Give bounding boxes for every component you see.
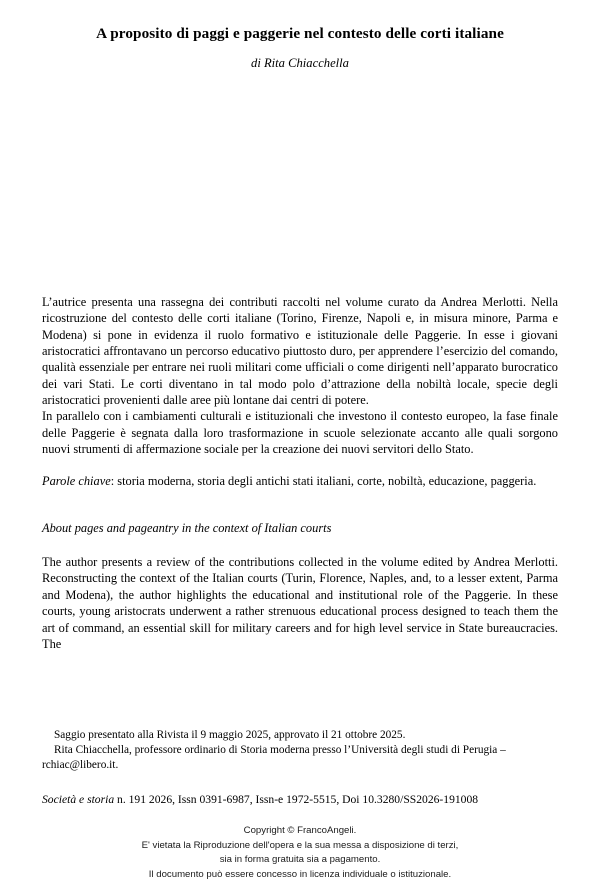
journal-name: Società e storia [42, 793, 115, 806]
license-notice-line: Il documento può essere concesso in licenza individuale o istituzionale. [148, 868, 452, 880]
footnote-block [42, 728, 558, 774]
journal-citation-line [42, 792, 562, 807]
keywords-label: Parole chiave [42, 474, 111, 489]
keywords-values: storia moderna, storia degli antichi stati italiani, corte, nobiltà, educazione, paggeria. [117, 474, 537, 489]
abstract-section [42, 294, 558, 652]
copyright-line: Copyright © FrancoAngeli. [243, 825, 357, 836]
italian-abstract-paragraph-2: In parallelo con i cambiamenti culturali e istituzionali che investono il contesto europeo, la fase finale delle Paggerie è segnata dalla loro trasformazione in scuole selezionate accanto alle quali sorgono nuovi strumenti di affermazione sociale per la creazione dei nuovi servitori dello Stato. [42, 409, 558, 457]
journal-issue-identifiers: n. 191 2026, Issn 0391-6987, Issn-e 1972-5515, Doi 10.3280/SS2026-191008 [114, 793, 479, 806]
keywords-separator: : [110, 474, 118, 489]
reproduction-notice-line-1: E' vietata la Riproduzione dell'opera e la sua messa a disposizione di terzi, [141, 839, 459, 851]
keywords-line [42, 457, 558, 489]
footnote-author-affiliation: Rita Chiacchella, professore ordinario di Storia moderna presso l’Università degli studi di Perugia – rchiac@libero.it. [42, 744, 506, 772]
page-title: A proposito di paggi e paggerie nel contesto delle corti italiane [96, 25, 504, 43]
copyright-footer [0, 824, 600, 882]
footnote-submission-dates: Saggio presentato alla Rivista il 9 maggio 2025, approvato il 21 ottobre 2025. [54, 729, 406, 741]
italian-abstract-paragraph-1: L’autrice presenta una rassegna dei contributi raccolti nel volume curato da Andrea Merlotti. Nella ricostruzione del contesto delle corti italiane (Torino, Firenze, Napoli e, in misura minore, Parma e Modena) si pone in evidenza il ruolo formativo e istituzionale delle Paggerie. In esse i giovani aristocratici affrontavano un percorso educativo piuttosto duro, per apprendere l’esercizio del comando, qualità essenziale per entrare nei ruoli militari come ufficiali o come dirigenti nell’apparato burocratico dei vari Stati. Le corti diventano in tal modo polo d’attrazione della nobiltà locale, specie degli aristocratici provenienti dalle aree più lontane dai centri di potere. [42, 295, 558, 408]
reproduction-notice-line-2: sia in forma gratuita sia a pagamento. [219, 854, 381, 866]
author-byline: di Rita Chiacchella [251, 56, 349, 70]
english-abstract-paragraph-1: The author presents a review of the contributions collected in the volume edited by Andrea Merlotti. Reconstructing the context of the Italian courts (Turin, Florence, Naples, and, to a lesser extent, Parma and Modena), the author highlights the educational and institutional role of the Paggerie. In these courts, young aristocrats underwent a rather strenuous educational process designed to teach them the art of command, an essential skill for military careers and for high level service in State bureaucracies. The [42, 555, 558, 651]
english-abstract-title: About pages and pageantry in the context of Italian courts [42, 520, 332, 535]
